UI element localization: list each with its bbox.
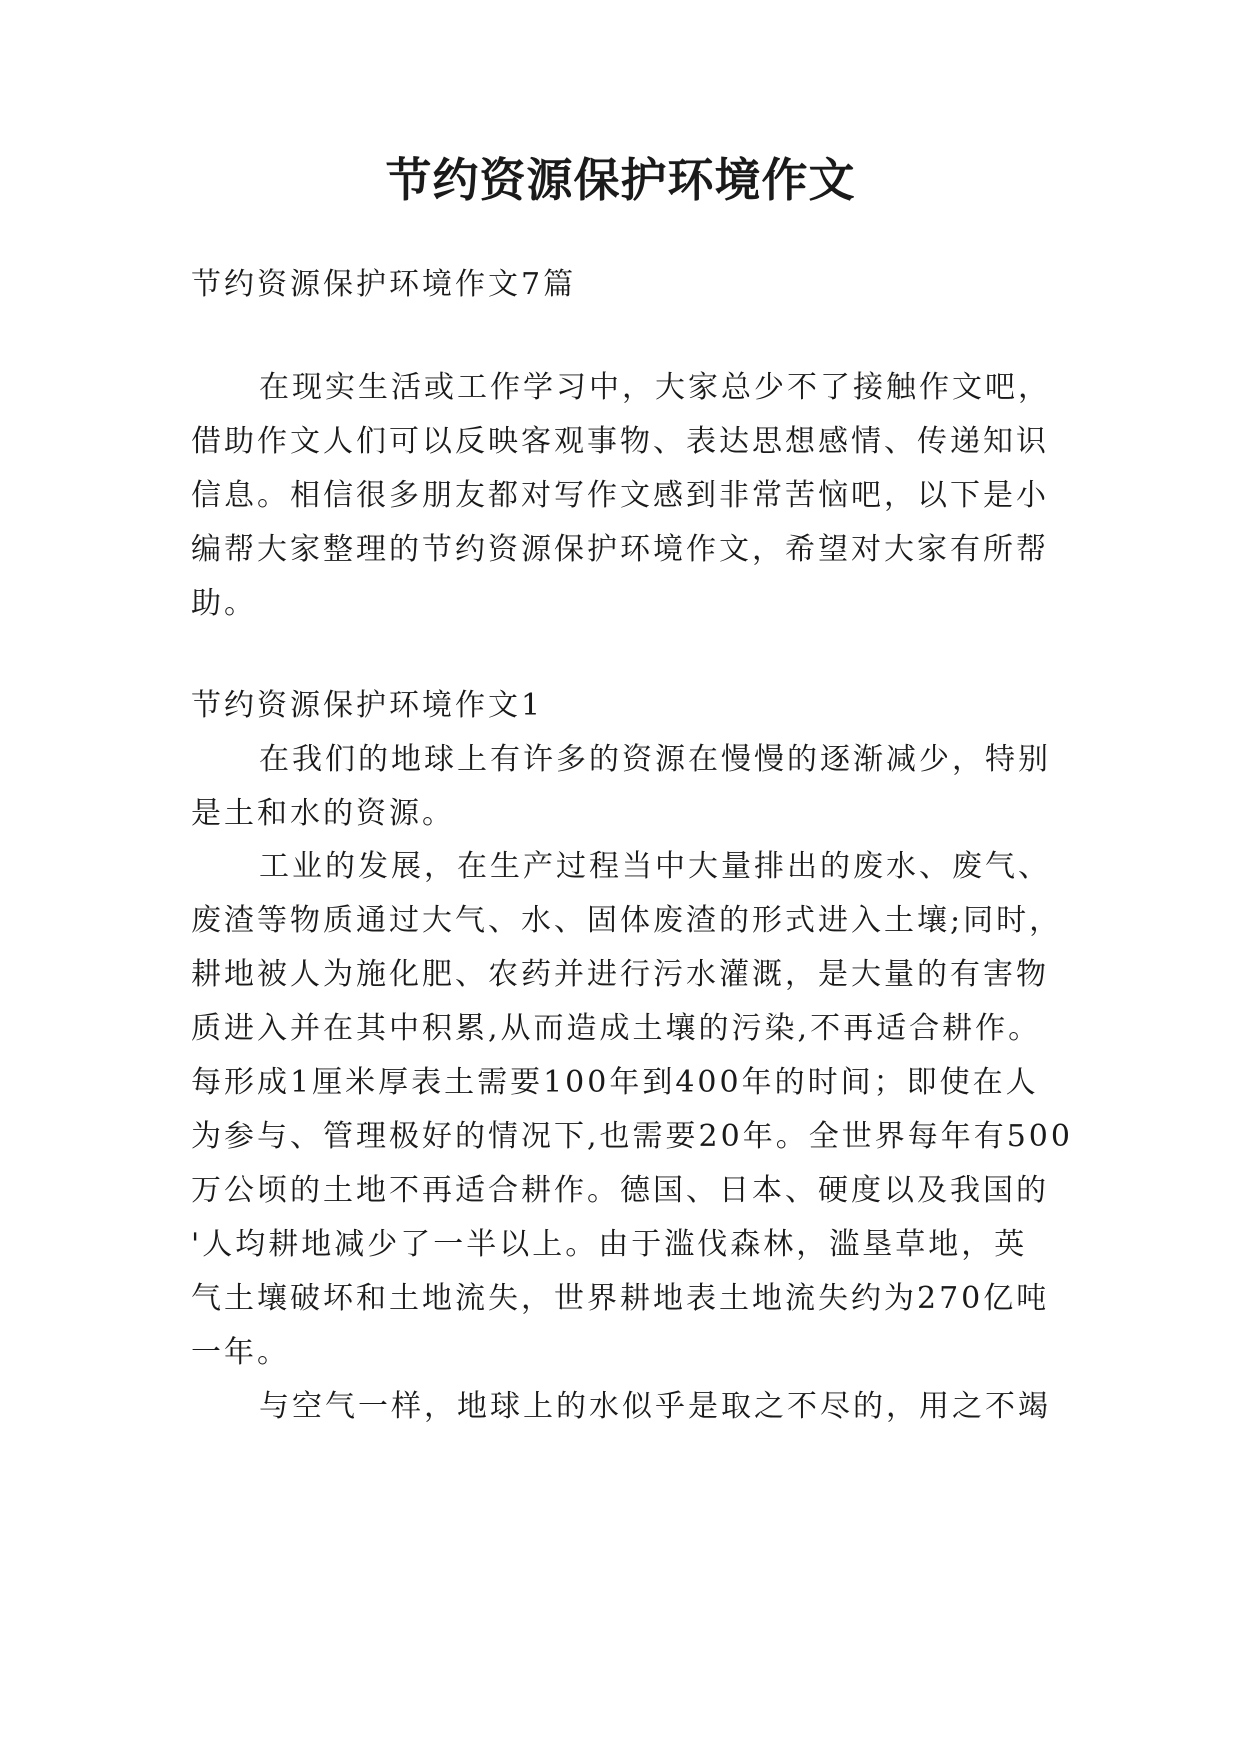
paragraph-line: 一年。 (191, 1335, 290, 1370)
paragraph-line: 耕地被人为施化肥、农药并进行污水灌溉，是大量的有害物 (191, 957, 1049, 992)
paragraph-line: 质进入并在其中积累,从而造成土壤的污染,不再适合耕作。 (191, 1011, 1042, 1046)
paragraph-line: 是土和水的资源。 (191, 796, 455, 831)
paragraph-line: 废渣等物质通过大气、水、固体废渣的形式进入土壤;同时， (191, 903, 1063, 938)
paragraph-line: 每形成1厘米厚表土需要100年到400年的时间；即使在人 (191, 1065, 1039, 1100)
paragraph-line: 为参与、管理极好的情况下,也需要20年。全世界每年有500 (191, 1119, 1073, 1154)
paragraph-line: 万公顷的土地不再适合耕作。德国、日本、硬度以及我国的 (191, 1173, 1049, 1208)
paragraph-line: 与空气一样，地球上的水似乎是取之不尽的，用之不竭 (259, 1389, 1051, 1424)
paragraph-line: 气土壤破坏和土地流失，世界耕地表土地流失约为270亿吨 (191, 1281, 1050, 1316)
paragraph-line: 工业的发展，在生产过程当中大量排出的废水、废气、 (259, 849, 1051, 884)
section-heading: 节约资源保护环境作文1 (191, 688, 544, 723)
paragraph-line: '人均耕地减少了一半以上。由于滥伐森林，滥垦草地，英 (191, 1227, 1028, 1262)
intro-line: 编帮大家整理的节约资源保护环境作文，希望对大家有所帮 (191, 532, 1049, 567)
page-title: 节约资源保护环境作文 (385, 153, 856, 207)
paragraph-line: 在我们的地球上有许多的资源在慢慢的逐渐减少，特别 (259, 742, 1051, 777)
intro-line: 助。 (191, 586, 257, 621)
intro-line: 信息。相信很多朋友都对写作文感到非常苦恼吧，以下是小 (191, 478, 1049, 513)
subtitle: 节约资源保护环境作文7篇 (191, 267, 577, 302)
intro-line: 在现实生活或工作学习中，大家总少不了接触作文吧， (259, 370, 1051, 405)
intro-line: 借助作文人们可以反映客观事物、表达思想感情、传递知识 (191, 424, 1049, 459)
